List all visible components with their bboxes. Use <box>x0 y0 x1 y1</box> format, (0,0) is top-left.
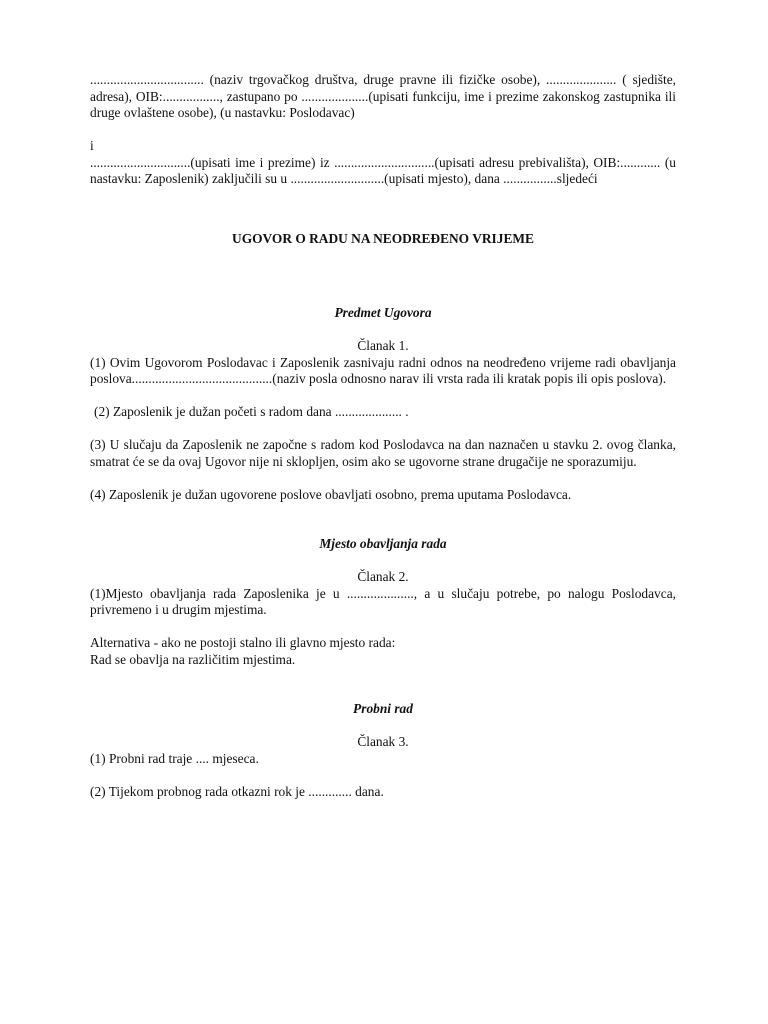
employee-paragraph: ..............................(upisati ime i prezime) iz ..............................(upisati adresu prebivališta), OIB:............ (u nastavku: Zaposlenik) zaključili su u ............................(upisati mjesto), dana ................sljedeći <box>90 154 676 186</box>
employer-paragraph: .................................. (naziv trgovačkog društva, druge pravne ili fizičke osobe), ..................... ( sjedište, adresa), OIB:................., zastupano po ....................(upisati funkciju, ime i prezime zakonskog zastupnika ili druge ovlaštene osobe), (u nastavku: Poslodavac) <box>90 72 676 120</box>
article-1-para-2: (2) Zaposlenik je dužan početi s radom dana .................... . <box>94 404 409 419</box>
article-3-para-1: (1) Probni rad traje .... mjeseca. <box>90 750 259 766</box>
article-1-para-3: (3) U slučaju da Zaposlenik ne započne s radom kod Poslodavca na dan naznačen u stavku 2. ovog članka, smatrat će se da ovaj Ugovor nije ni sklopljen, osim ako se ugovorne strane drugačije ne sporazumiju. <box>90 437 676 469</box>
conjunction-text: i <box>90 138 94 153</box>
spacer <box>90 122 676 139</box>
article-1-para-4: (4) Zaposlenik je dužan ugovorene poslove obavljati osobno, prema uputama Poslodavca. <box>90 486 572 502</box>
section-heading-workplace: Mjesto obavljanja rada <box>319 536 447 551</box>
contract-title: UGOVOR O RADU NA NEODREĐENO VRIJEME <box>232 230 534 246</box>
article-2-para-1: (1)Mjesto obavljanja rada Zaposlenika je u ...................., a u slučaju potrebe, po nalogu Poslodavca, privremeno i u drugim mjestima. <box>90 585 676 617</box>
article-2-alternative-text: Rad se obavlja na različitim mjestima. <box>90 651 296 667</box>
article-1-para-1: (1) Ovim Ugovorom Poslodavac i Zaposlenik zasnivaju radni odnos na neodređeno vrijeme radi obavljanja poslova..........................................(naziv posla odnosno narav ili vrsta rada ili kratak popis ili opis poslova). <box>90 354 676 386</box>
article-3-para-2: (2) Tijekom probnog rada otkazni rok je ............. dana. <box>90 783 384 799</box>
article-2-label: Članak 2. <box>357 569 409 584</box>
article-3-label: Članak 3. <box>357 734 409 749</box>
section-heading-probation: Probni rad <box>353 701 413 716</box>
article-1-label: Članak 1. <box>357 338 409 353</box>
section-heading-subject: Predmet Ugovora <box>334 305 432 320</box>
article-2-alternative: Alternativa - ako ne postoji stalno ili glavno mjesto rada: <box>90 635 396 650</box>
document-page <box>90 72 676 800</box>
